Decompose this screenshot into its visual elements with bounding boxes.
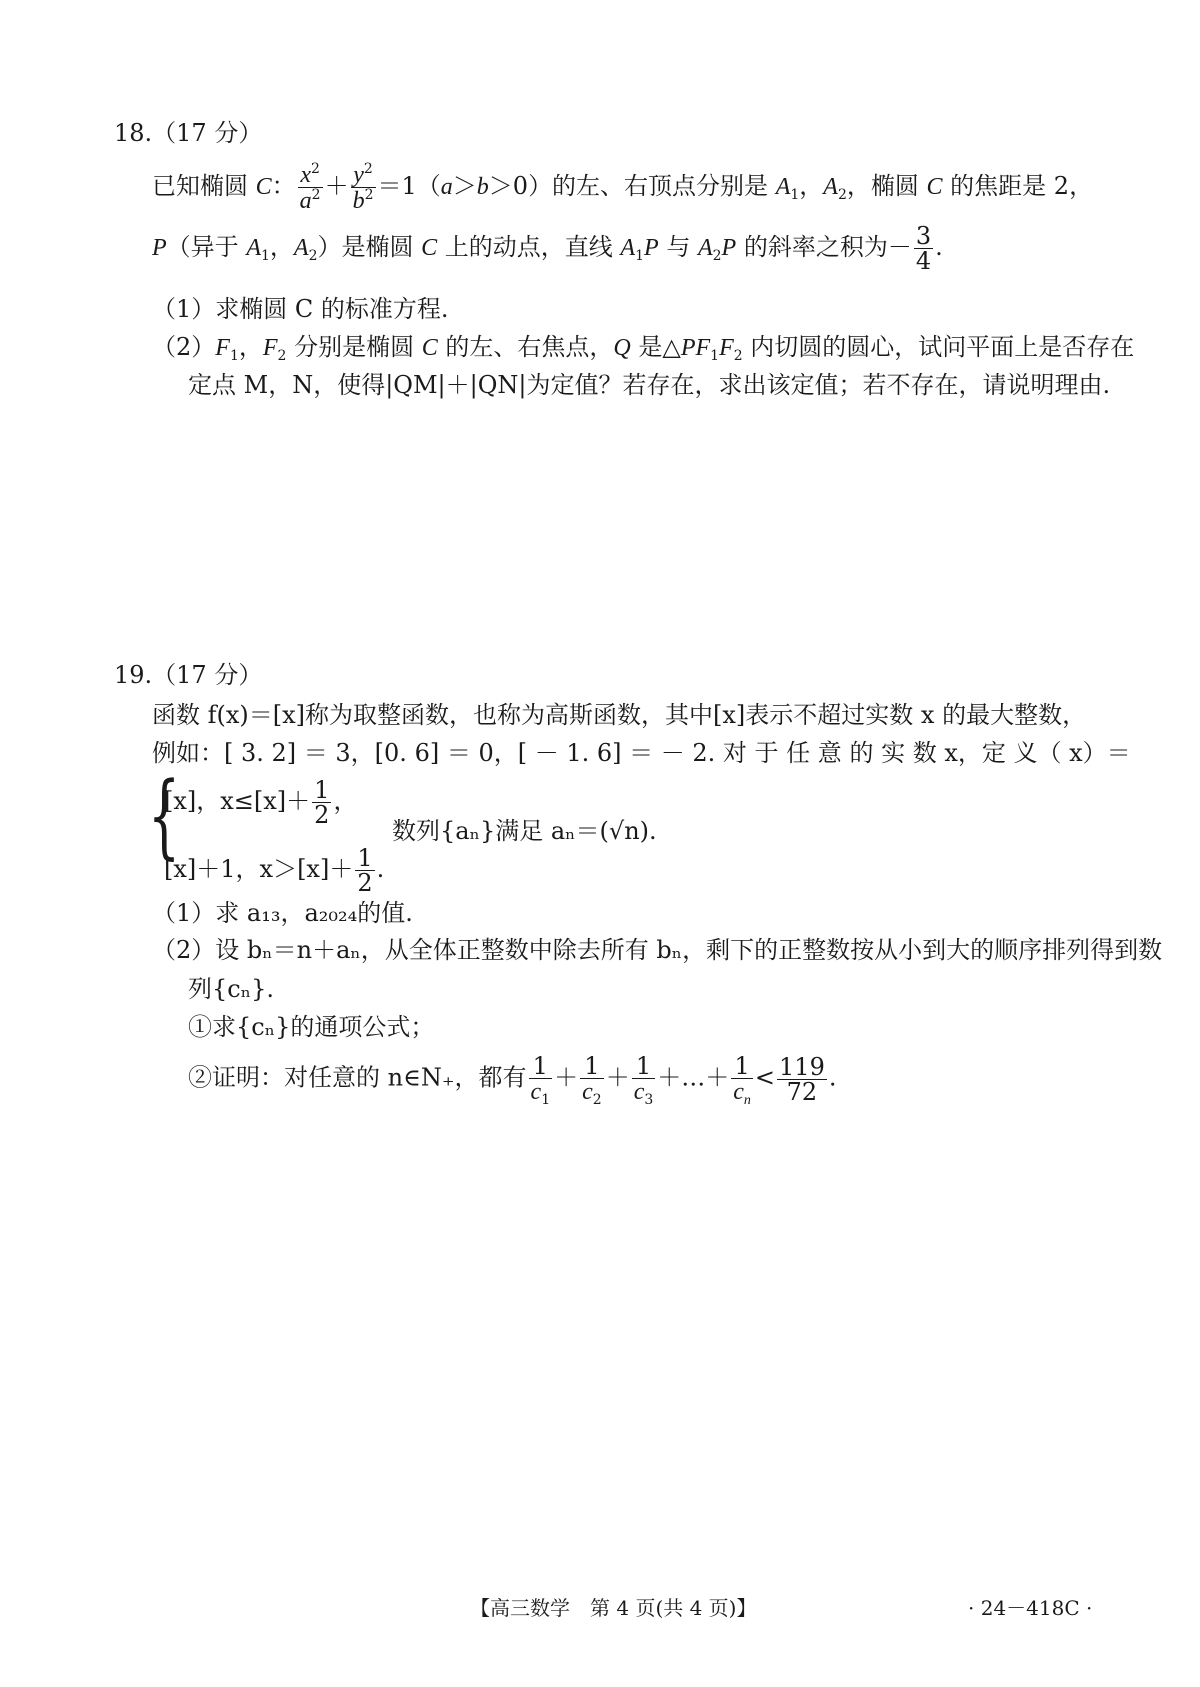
q18-line2: P（异于 $A_1$，$A_2$）是椭圆 C 上的动点，直线 $A_1P$ 与 $A_2P$ 的斜率之积为－ $\frac{3}{4}$ . [152, 222, 943, 275]
q18-l2-e: 的斜率之积为－ [736, 233, 912, 261]
q18-l1-c: ）的左、右顶点分别是 [528, 172, 776, 200]
q18-l1-e: 的焦距是 2， [942, 172, 1094, 200]
piecewise-case1: [x]，x≤[x]＋ $\frac{1}{2}$ ， [164, 776, 358, 829]
q18-part1: （1）求椭圆 C 的标准方程. [152, 295, 449, 323]
sequence-definition: 数列{aₙ}满足 aₙ＝(√n). [392, 817, 657, 845]
q18-l2-b: ）是椭圆 [317, 233, 422, 261]
q18-p2-e: 内切圆的圆心，试问平面上是否存在 [742, 333, 1135, 361]
q18-p2-d: 是△ [630, 333, 681, 361]
q19-line1: 函数 f(x)＝[x]称为取整函数，也称为高斯函数，其中[x]表示不超过实数 x 的最大整数， [152, 701, 1087, 729]
q18-p2-b: 分别是椭圆 [286, 333, 422, 361]
q19-part2-ii: ②证明：对任意的 n∈N₊，都有 $\frac{1}{c_1}$ ＋ $\frac{1}{c_2}$ ＋ $\frac{1}{c_3}$ ＋…＋ $\frac{1}{c_n}$ < $\frac{119}{72}$ . [188, 1052, 837, 1108]
q19-p2-ii-a: ②证明：对任意的 n∈N₊，都有 [188, 1063, 527, 1092]
footer-code: · 24－418C · [968, 1596, 1093, 1620]
q18-l2-c: 上的动点，直线 [437, 233, 621, 261]
q19-part2-line2: 列{cₙ}. [188, 975, 274, 1003]
slope-product-frac: $\frac{3}{4}$ [915, 222, 932, 275]
q18-line1: 已知椭圆 C： $\frac{x^2}{a^2}$ ＋ $\frac{y^2}{b^2}$ ＝1（a＞b＞0）的左、右顶点分别是 $A_1$，$A_2$，椭圆 C 的焦距是 2， [152, 161, 1094, 214]
piecewise-brace: { [148, 762, 181, 869]
q19-line2: 例如：[ 3. 2] ＝ 3，[0. 6] ＝ 0，[ － 1. 6] ＝ － 2. 对 于 任 意 的 实 数 x，定 义（ x）＝ [152, 739, 1131, 767]
footer-page-info: 【高三数学 第 4 页(共 4 页)】 [470, 1596, 757, 1620]
q18-l1-b: （ [416, 172, 441, 200]
q18-part2-line2: 定点 M，N，使得|QM|＋|QN|为定值？若存在，求出该定值；若不存在，请说明理由. [188, 371, 1111, 399]
q18-p2-c: 的左、右焦点， [437, 333, 614, 361]
q18-l1-a: 已知椭圆 [152, 172, 256, 200]
q19-part2-line1: （2）设 bₙ＝n＋aₙ，从全体正整数中除去所有 bₙ，剩下的正整数按从小到大的顺序排列得到数 [152, 936, 1163, 964]
q18-part2: $(2)F_1$，$F_2$ 分别是椭圆 C 的左、右焦点，Q 是$\triangle PF_1F_2$ 内切圆的圆心，试问平面上是否存在 [152, 333, 1135, 364]
q18-p2-a: （2） [152, 333, 216, 361]
bound-frac: $\frac{119}{72}$ [779, 1052, 825, 1106]
q18-l1-d: ，椭圆 [846, 172, 927, 200]
case2-half-frac: $\frac{1}{2}$ [357, 844, 373, 897]
q18-l2-d: 与 [658, 233, 698, 261]
ellipse-frac-x: $\frac{x^2}{a^2}$ [299, 161, 321, 214]
q19-part2-i: ①求{cₙ}的通项公式； [188, 1013, 435, 1041]
inequality-sign: < [754, 1063, 776, 1092]
case2-text: [x]＋1，x＞[x]＋ [164, 855, 354, 883]
q19-header: 19.（17 分） [114, 661, 263, 689]
case1-half-frac: $\frac{1}{2}$ [314, 776, 330, 829]
ellipse-frac-y: $\frac{y^2}{b^2}$ [352, 161, 374, 214]
case1-text: [x]，x≤[x]＋ [164, 787, 311, 815]
q19-part1: （1）求 a₁₃，a₂₀₂₄的值. [152, 899, 413, 927]
q18-l2-a: （异于 [166, 233, 247, 261]
q18-header: 18.（17 分） [114, 119, 263, 147]
piecewise-case2: [x]＋1，x＞[x]＋ $\frac{1}{2}$ . [164, 844, 385, 897]
